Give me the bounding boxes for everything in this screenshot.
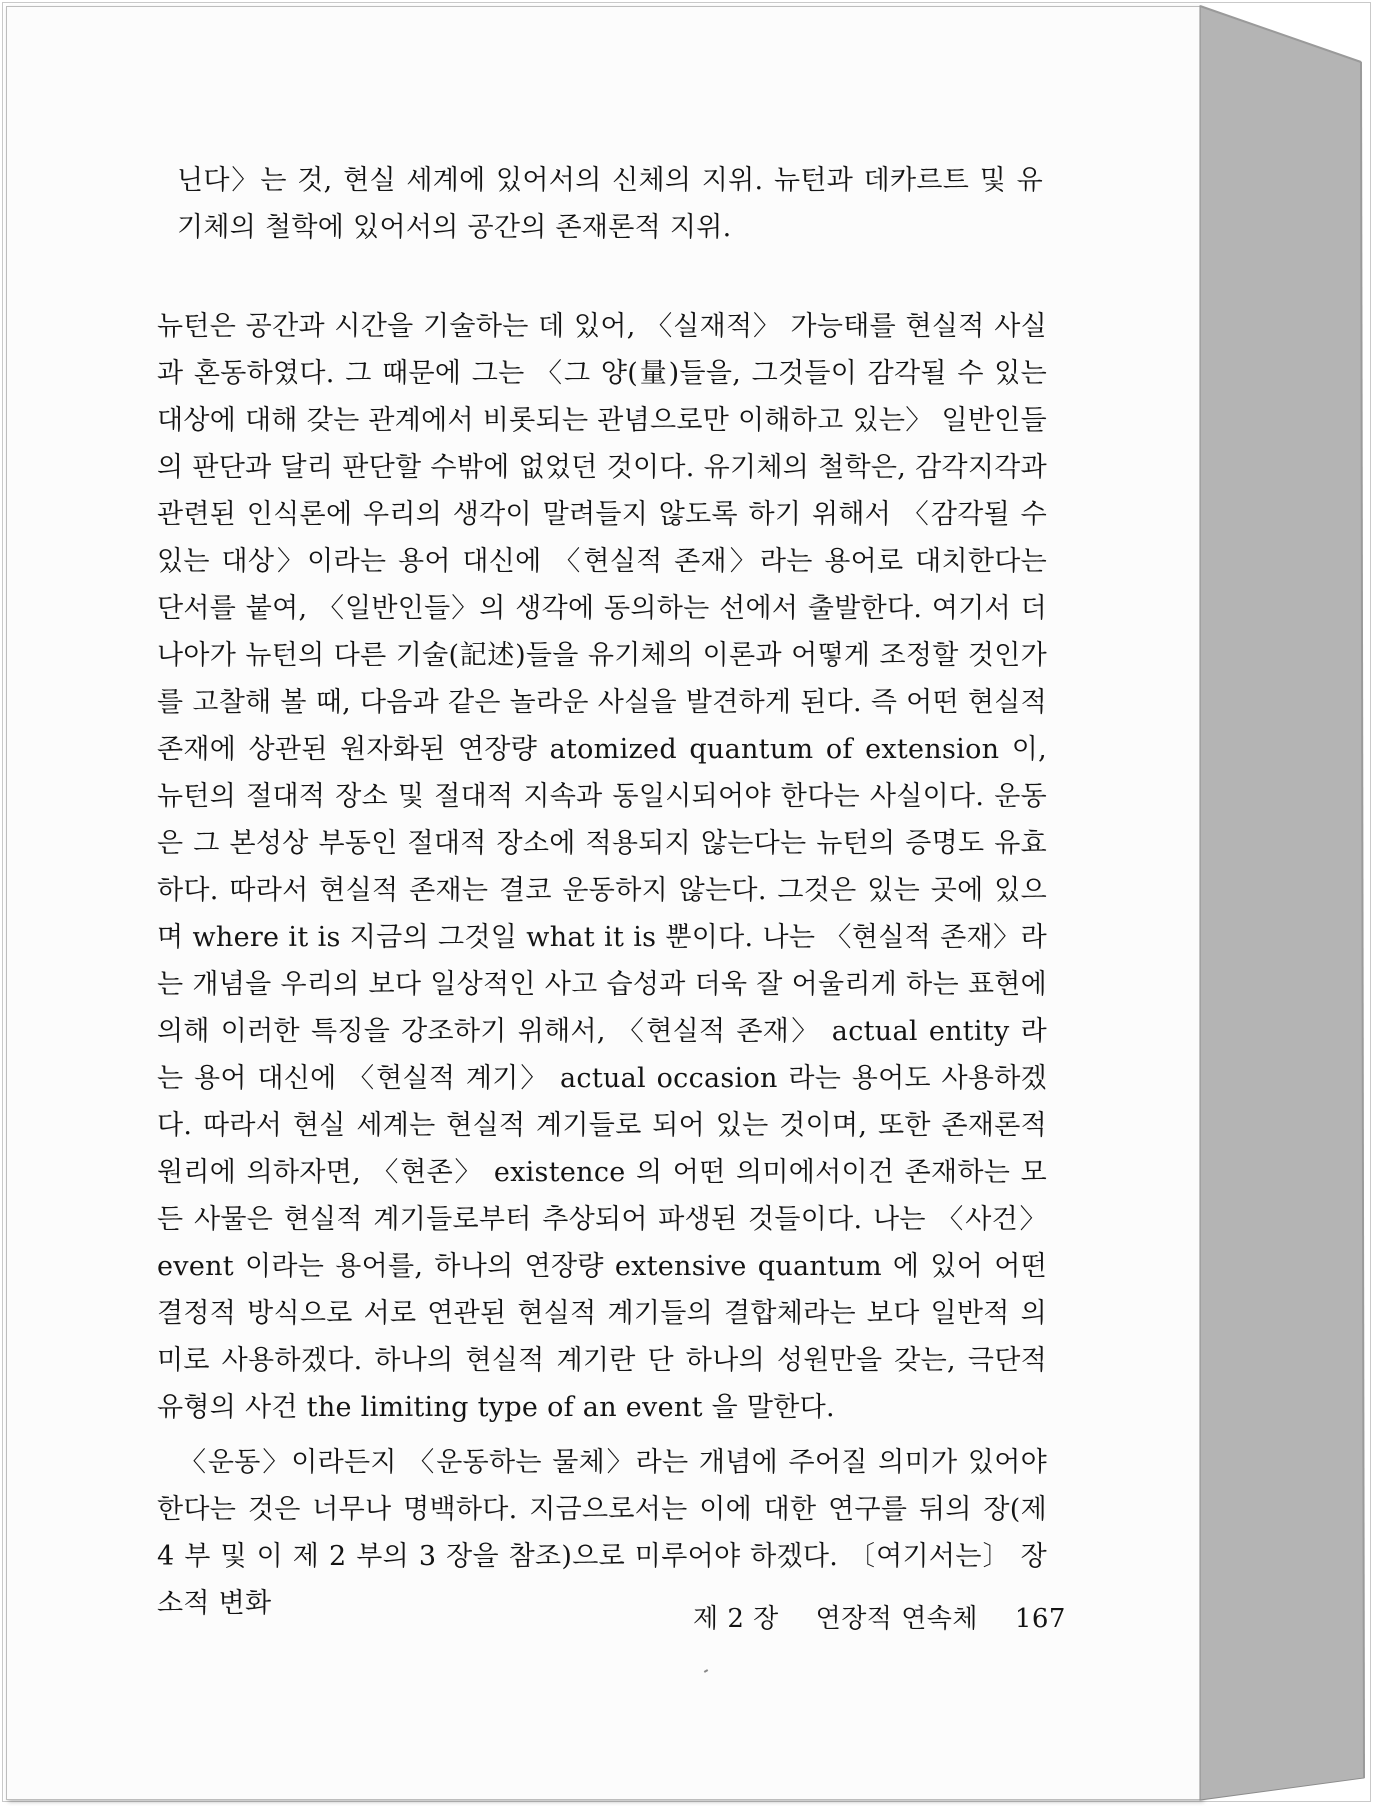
chapter-label: 제 2 장: [693, 1604, 779, 1634]
page-number: 167: [1014, 1604, 1066, 1634]
running-footer: [693, 1598, 1066, 1635]
chapter-title: 연장적 연속체: [815, 1604, 979, 1634]
book-spine: [1196, 0, 1375, 1806]
paragraph-gap: [157, 251, 1047, 303]
paragraph-motion: 〈운동〉이라든지 〈운동하는 물체〉라는 개념에 주어질 의미가 있어야 한다는 것은 너무나 명백하다. 지금으로서는 이에 대한 연구를 뒤의 장(제 4 부 및 이 제 2 부의 3 장을 참조)으로 미루어야 하겠다. 〔여기서는〕 장소적 변화: [157, 1447, 1047, 1619]
book-page: [6, 6, 1202, 1800]
paragraph-continuation: 닌다〉는 것, 현실 세계에 있어서의 신체의 지위. 뉴턴과 데카르트 및 유기체의 철학에 있어서의 공간의 존재론적 지위.: [177, 165, 1043, 243]
body-text: [157, 157, 1047, 1627]
paragraph-newton: 뉴턴은 공간과 시간을 기술하는 데 있어, 〈실재적〉 가능태를 현실적 사실과 혼동하였다. 그 때문에 그는 〈그 양(量)들을, 그것들이 감각될 수 있는 대상에 대해 갖는 관계에서 비롯되는 관념으로만 이해하고 있는〉 일반인들의 판단과 달리 판단할 수밖에 없었던 것이다. 유기체의 철학은, 감각지각과 관련된 인식론에 우리의 생각이 말려들지 않도록 하기 위해서 〈감각될 수 있는 대상〉이라는 용어 대신에 〈현실적 존재〉라는 용어로 대치한다는 단서를 붙여, 〈일반인들〉의 생각에 동의하는 선에서 출발한다. 여기서 더 나아가 뉴턴의 다른 기술(記述)들을 유기체의 이론과 어떻게 조정할 것인가를 고찰해 볼 때, 다음과 같은 놀라운 사실을 발견하게 된다. 즉 어떤 현실적 존재에 상관된 원자화된 연장량 atomized quantum of extension 이, 뉴턴의 절대적 장소 및 절대적 지속과 동일시되어야 한다는 사실이다. 운동은 그 본성상 부동인 절대적 장소에 적용되지 않는다는 뉴턴의 증명도 유효하다. 따라서 현실적 존재는 결코 운동하지 않는다. 그것은 있는 곳에 있으며 where it is 지금의 그것일 what it is 뿐이다. 나는 〈현실적 존재〉라는 개념을 우리의 보다 일상적인 사고 습성과 더욱 잘 어울리게 하는 표현에 의해 이러한 특징을 강조하기 위해서, 〈현실적 존재〉 actual entity 라는 용어 대신에 〈현실적 계기〉 actual occasion 라는 용어도 사용하겠다. 따라서 현실 세계는 현실적 계기들로 되어 있는 것이며, 또한 존재론적 원리에 의하자면, 〈현존〉 existence 의 어떤 의미에서이건 존재하는 모든 사물은 현실적 계기들로부터 추상되어 파생된 것들이다. 나는 〈사건〉 event 이라는 용어를, 하나의 연장량 extensive quantum 에 있어 어떤 결정적 방식으로 서로 연관된 현실적 계기들의 결합체라는 보다 일반적 의미로 사용하겠다. 하나의 현실적 계기란 단 하나의 성원만을 갖는, 극단적 유형의 사건 the limiting type of an event 을 말한다.: [157, 311, 1047, 1423]
spine-face: [1200, 6, 1364, 1800]
scan-speck: [704, 1669, 708, 1673]
paragraph-gap: [157, 1431, 1047, 1439]
